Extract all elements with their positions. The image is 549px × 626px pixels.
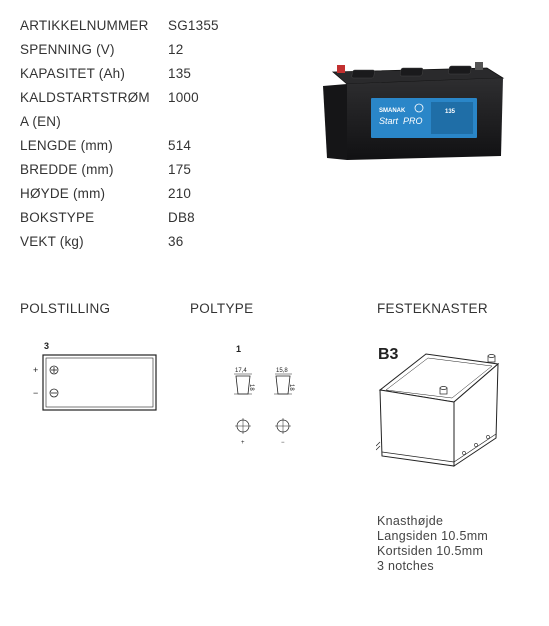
battery-rating: 135 bbox=[445, 109, 456, 115]
battery-line-a: Start bbox=[379, 116, 399, 126]
poltype-minus: − bbox=[281, 440, 285, 446]
polstilling-number: 3 bbox=[44, 341, 50, 351]
notch-note: Knasthøjde bbox=[377, 514, 444, 528]
spec-row bbox=[20, 206, 219, 230]
spec-label: KAPASITET (Ah) bbox=[20, 66, 126, 81]
spec-row bbox=[20, 86, 219, 110]
spec-label: BOKSTYPE bbox=[20, 210, 95, 225]
polstilling-minus: − bbox=[33, 388, 39, 398]
polstilling-heading: POLSTILLING bbox=[20, 301, 111, 316]
spec-row bbox=[20, 182, 219, 206]
polstilling-plus: + bbox=[33, 365, 39, 375]
spec-row bbox=[20, 230, 219, 254]
spec-label: HØYDE (mm) bbox=[20, 186, 106, 201]
spec-value: 1000 bbox=[168, 90, 199, 105]
polstilling-diagram bbox=[30, 340, 165, 415]
spec-row bbox=[20, 38, 219, 62]
spec-row bbox=[20, 158, 219, 182]
spec-list bbox=[20, 14, 219, 254]
spec-value: 36 bbox=[168, 234, 184, 249]
poltype-height-a: 18 bbox=[248, 384, 254, 391]
spec-label: ARTIKKELNUMMER bbox=[20, 18, 149, 33]
spec-row bbox=[20, 134, 219, 158]
poltype-diagram bbox=[226, 340, 306, 450]
spec-value: 135 bbox=[168, 66, 192, 81]
spec-value: 12 bbox=[168, 42, 184, 57]
spec-value: 175 bbox=[168, 162, 192, 177]
festeknaster-heading: FESTEKNASTER bbox=[377, 301, 488, 316]
spec-value: 210 bbox=[168, 186, 192, 201]
poltype-number: 1 bbox=[236, 344, 242, 354]
spec-value: SG1355 bbox=[168, 18, 219, 33]
notch-note: 3 notches bbox=[377, 559, 434, 573]
poltype-heading: POLTYPE bbox=[190, 301, 254, 316]
spec-label: A (EN) bbox=[20, 114, 61, 129]
spec-label: KALDSTARTSTRØM bbox=[20, 90, 150, 105]
festeknaster-code: B3 bbox=[378, 346, 399, 363]
spec-value: 514 bbox=[168, 138, 192, 153]
battery-line-b: PRO bbox=[403, 116, 423, 126]
notch-note: Kortsiden 10.5mm bbox=[377, 544, 484, 558]
spec-label: SPENNING (V) bbox=[20, 42, 115, 57]
spec-label: VEKT (kg) bbox=[20, 234, 84, 249]
spec-row bbox=[20, 14, 219, 38]
poltype-dim-b: 15,8 bbox=[276, 368, 288, 374]
poltype-plus: + bbox=[241, 440, 245, 446]
spec-label: BREDDE (mm) bbox=[20, 162, 114, 177]
battery-brand: SMANAK bbox=[379, 108, 406, 114]
notch-notes bbox=[377, 514, 488, 574]
spec-label: LENGDE (mm) bbox=[20, 138, 113, 153]
notch-note: Langsiden 10.5mm bbox=[377, 529, 489, 543]
poltype-dim-a: 17,4 bbox=[235, 368, 247, 374]
spec-row bbox=[20, 110, 219, 134]
poltype-height-b: 18 bbox=[288, 384, 294, 391]
battery-photo bbox=[315, 58, 505, 163]
festeknaster-diagram bbox=[376, 342, 501, 470]
spec-row bbox=[20, 62, 219, 86]
spec-value: DB8 bbox=[168, 210, 195, 225]
